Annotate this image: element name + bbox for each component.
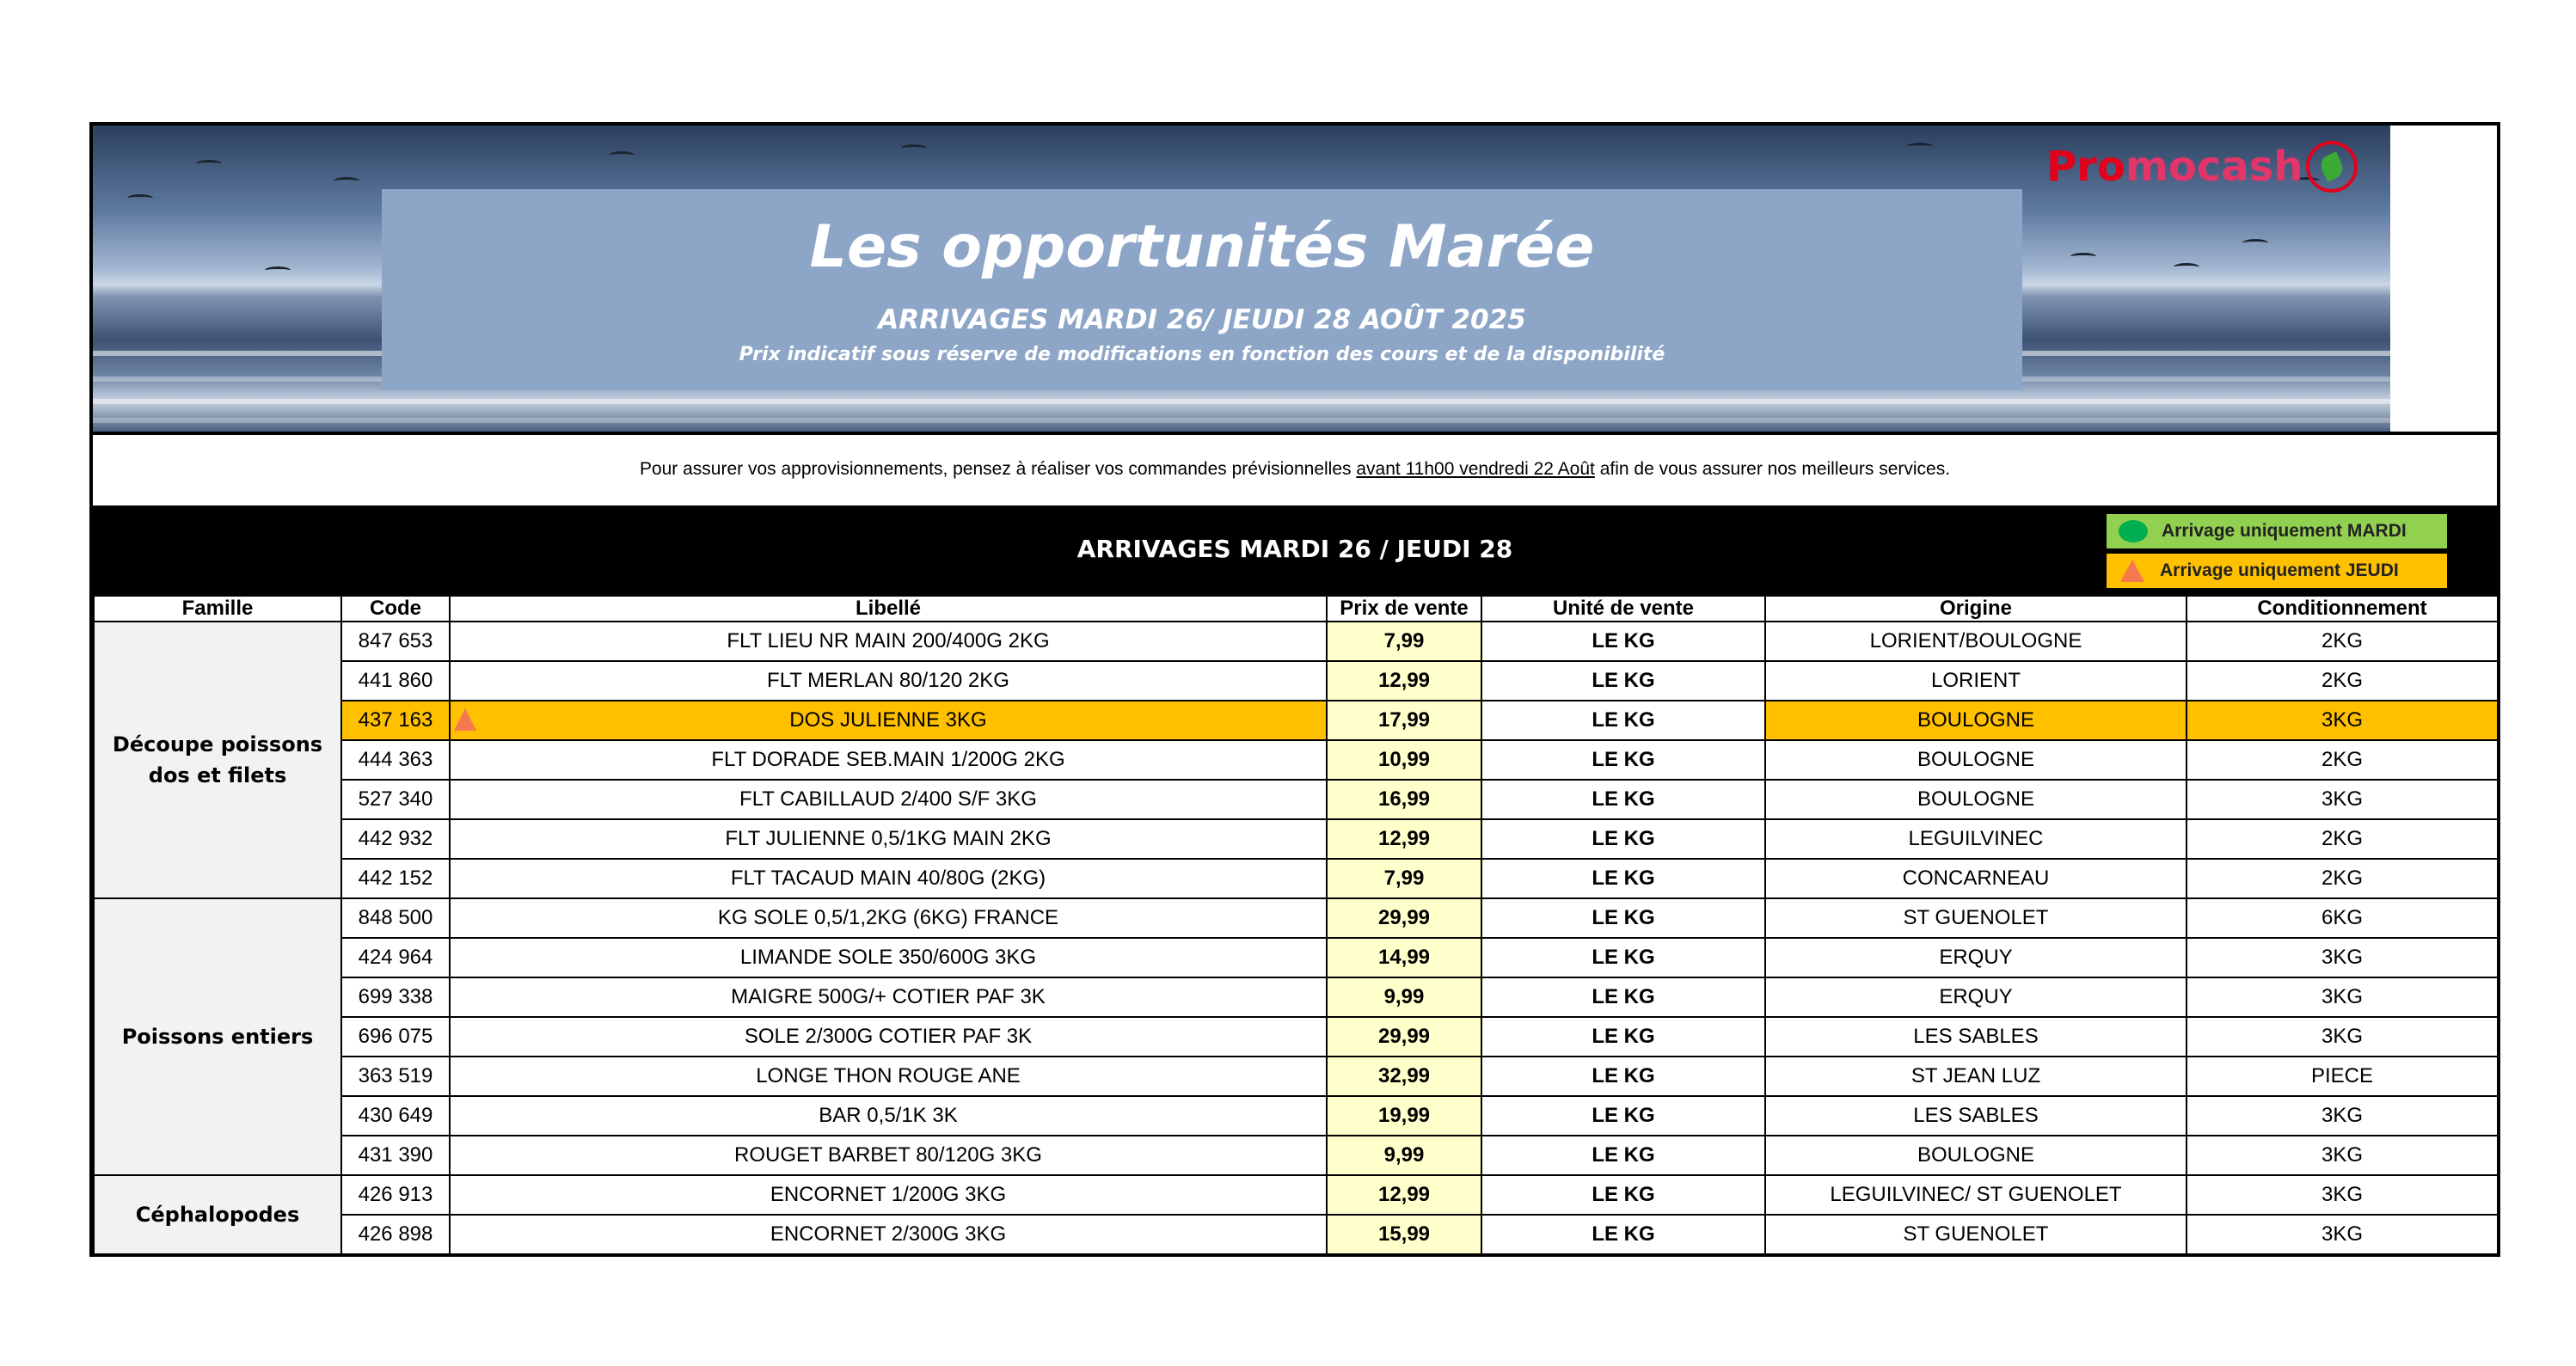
product-label: LONGE THON ROUGE ANE <box>450 1057 1327 1096</box>
product-code: 431 390 <box>341 1136 450 1175</box>
product-price: 12,99 <box>1327 661 1481 701</box>
green-circle-icon <box>2119 520 2148 542</box>
product-price: 7,99 <box>1327 622 1481 661</box>
product-price: 29,99 <box>1327 898 1481 938</box>
product-origin: BOULOGNE <box>1765 780 2187 819</box>
table-row <box>94 661 2498 701</box>
sale-unit: LE KG <box>1481 1175 1765 1215</box>
product-origin: LORIENT <box>1765 661 2187 701</box>
sale-unit: LE KG <box>1481 1136 1765 1175</box>
product-price: 12,99 <box>1327 819 1481 859</box>
product-origin: BOULOGNE <box>1765 1136 2187 1175</box>
product-price: 10,99 <box>1327 740 1481 780</box>
table-row <box>94 1017 2498 1057</box>
table-row <box>94 1215 2498 1254</box>
product-origin: LEGUILVINEC <box>1765 819 2187 859</box>
product-packaging: 3KG <box>2187 701 2498 740</box>
table-row <box>94 938 2498 977</box>
sale-unit: LE KG <box>1481 859 1765 898</box>
table-row <box>94 701 2498 740</box>
sale-unit: LE KG <box>1481 819 1765 859</box>
table-row <box>94 898 2498 938</box>
product-label: BAR 0,5/1K 3K <box>450 1096 1327 1136</box>
product-label: FLT JULIENNE 0,5/1KG MAIN 2KG <box>450 819 1327 859</box>
fish-logo-icon <box>2306 141 2358 193</box>
product-packaging: 3KG <box>2187 1215 2498 1254</box>
product-origin: CONCARNEAU <box>1765 859 2187 898</box>
table-row <box>94 740 2498 780</box>
promocash-logo: Pro mocash <box>2046 141 2358 193</box>
family-cell: Céphalopodes <box>94 1175 341 1254</box>
col-libelle: Libellé <box>450 597 1327 622</box>
table-row <box>94 1096 2498 1136</box>
price-disclaimer: Prix indicatif sous réserve de modifications en fonction des cours et de la disponibilité <box>739 344 1665 365</box>
product-packaging: 3KG <box>2187 938 2498 977</box>
product-label: FLT MERLAN 80/120 2KG <box>450 661 1327 701</box>
section-header <box>93 505 2497 597</box>
warning-triangle-icon <box>454 708 476 731</box>
product-price: 17,99 <box>1327 701 1481 740</box>
order-notice: Pour assurer vos approvisionnements, pensez à réaliser vos commandes prévisionnelles avant 11h00 vendredi 22 Août afin de vous assurer nos meilleurs services. <box>93 432 2497 505</box>
sale-unit: LE KG <box>1481 977 1765 1017</box>
product-price: 7,99 <box>1327 859 1481 898</box>
product-origin: LEGUILVINEC/ ST GUENOLET <box>1765 1175 2187 1215</box>
product-code: 696 075 <box>341 1017 450 1057</box>
product-code: 848 500 <box>341 898 450 938</box>
family-cell: Découpe poissons dos et filets <box>94 622 341 898</box>
product-packaging: 6KG <box>2187 898 2498 938</box>
product-origin: ERQUY <box>1765 977 2187 1017</box>
product-origin: LES SABLES <box>1765 1096 2187 1136</box>
col-origine: Origine <box>1765 597 2187 622</box>
section-title: ARRIVAGES MARDI 26 / JEUDI 28 <box>1076 535 1513 563</box>
warning-triangle-icon <box>2120 560 2144 582</box>
product-code: 426 913 <box>341 1175 450 1215</box>
col-famille: Famille <box>94 597 341 622</box>
product-price: 16,99 <box>1327 780 1481 819</box>
product-origin: LORIENT/BOULOGNE <box>1765 622 2187 661</box>
table-row <box>94 819 2498 859</box>
product-code: 442 932 <box>341 819 450 859</box>
sale-unit: LE KG <box>1481 1096 1765 1136</box>
flyer-frame <box>89 122 2500 1257</box>
product-origin: ST GUENOLET <box>1765 898 2187 938</box>
product-packaging: 2KG <box>2187 661 2498 701</box>
product-packaging: 3KG <box>2187 977 2498 1017</box>
product-origin: BOULOGNE <box>1765 701 2187 740</box>
col-code: Code <box>341 597 450 622</box>
product-label: LIMANDE SOLE 350/600G 3KG <box>450 938 1327 977</box>
product-code: 424 964 <box>341 938 450 977</box>
table-row <box>94 1175 2498 1215</box>
product-code: 437 163 <box>341 701 450 740</box>
product-price: 14,99 <box>1327 938 1481 977</box>
product-origin: ST GUENOLET <box>1765 1215 2187 1254</box>
product-price: 29,99 <box>1327 1017 1481 1057</box>
legend-mardi: Arrivage uniquement MARDI <box>2105 512 2449 550</box>
product-code: 430 649 <box>341 1096 450 1136</box>
product-packaging: 2KG <box>2187 740 2498 780</box>
product-origin: ERQUY <box>1765 938 2187 977</box>
family-cell: Poissons entiers <box>94 898 341 1175</box>
legend-jeudi: Arrivage uniquement JEUDI <box>2105 552 2449 590</box>
product-packaging: 2KG <box>2187 622 2498 661</box>
product-price: 12,99 <box>1327 1175 1481 1215</box>
sale-unit: LE KG <box>1481 661 1765 701</box>
table-row <box>94 1057 2498 1096</box>
products-table <box>93 597 2499 1255</box>
product-origin: BOULOGNE <box>1765 740 2187 780</box>
product-price: 9,99 <box>1327 977 1481 1017</box>
product-packaging: 3KG <box>2187 1096 2498 1136</box>
product-code: 699 338 <box>341 977 450 1017</box>
product-label: FLT TACAUD MAIN 40/80G (2KG) <box>450 859 1327 898</box>
product-code: 441 860 <box>341 661 450 701</box>
sea-banner <box>93 126 2390 432</box>
col-unite: Unité de vente <box>1481 597 1765 622</box>
table-header <box>94 597 2498 622</box>
product-code: 426 898 <box>341 1215 450 1254</box>
sale-unit: LE KG <box>1481 1057 1765 1096</box>
sale-unit: LE KG <box>1481 780 1765 819</box>
product-packaging: PIECE <box>2187 1057 2498 1096</box>
title-panel <box>382 189 2022 390</box>
table-row <box>94 622 2498 661</box>
product-packaging: 2KG <box>2187 859 2498 898</box>
sale-unit: LE KG <box>1481 898 1765 938</box>
sale-unit: LE KG <box>1481 701 1765 740</box>
product-origin: ST JEAN LUZ <box>1765 1057 2187 1096</box>
product-code: 847 653 <box>341 622 450 661</box>
product-packaging: 3KG <box>2187 780 2498 819</box>
page-title: Les opportunités Marée <box>809 213 1595 281</box>
sale-unit: LE KG <box>1481 740 1765 780</box>
table-row <box>94 1136 2498 1175</box>
product-code: 444 363 <box>341 740 450 780</box>
product-price: 9,99 <box>1327 1136 1481 1175</box>
order-deadline: avant 11h00 vendredi 22 Août <box>1356 459 1595 479</box>
product-label: MAIGRE 500G/+ COTIER PAF 3K <box>450 977 1327 1017</box>
col-conditionnement: Conditionnement <box>2187 597 2498 622</box>
product-code: 442 152 <box>341 859 450 898</box>
product-packaging: 3KG <box>2187 1175 2498 1215</box>
product-label: FLT CABILLAUD 2/400 S/F 3KG <box>450 780 1327 819</box>
product-label: ENCORNET 1/200G 3KG <box>450 1175 1327 1215</box>
sale-unit: LE KG <box>1481 938 1765 977</box>
table-row <box>94 977 2498 1017</box>
product-label: SOLE 2/300G COTIER PAF 3K <box>450 1017 1327 1057</box>
product-price: 19,99 <box>1327 1096 1481 1136</box>
table-row <box>94 780 2498 819</box>
col-prix: Prix de vente <box>1327 597 1481 622</box>
sale-unit: LE KG <box>1481 1017 1765 1057</box>
product-label: FLT DORADE SEB.MAIN 1/200G 2KG <box>450 740 1327 780</box>
sale-unit: LE KG <box>1481 1215 1765 1254</box>
sale-unit: LE KG <box>1481 622 1765 661</box>
product-packaging: 2KG <box>2187 819 2498 859</box>
table-row <box>94 859 2498 898</box>
product-packaging: 3KG <box>2187 1136 2498 1175</box>
arrival-dates: ARRIVAGES MARDI 26/ JEUDI 28 AOÛT 2025 <box>878 304 1526 335</box>
product-label: FLT LIEU NR MAIN 200/400G 2KG <box>450 622 1327 661</box>
product-price: 15,99 <box>1327 1215 1481 1254</box>
product-price: 32,99 <box>1327 1057 1481 1096</box>
product-label: ENCORNET 2/300G 3KG <box>450 1215 1327 1254</box>
product-origin: LES SABLES <box>1765 1017 2187 1057</box>
product-code: 363 519 <box>341 1057 450 1096</box>
product-label: KG SOLE 0,5/1,2KG (6KG) FRANCE <box>450 898 1327 938</box>
product-packaging: 3KG <box>2187 1017 2498 1057</box>
product-label: DOS JULIENNE 3KG <box>450 701 1327 740</box>
product-label: ROUGET BARBET 80/120G 3KG <box>450 1136 1327 1175</box>
product-code: 527 340 <box>341 780 450 819</box>
